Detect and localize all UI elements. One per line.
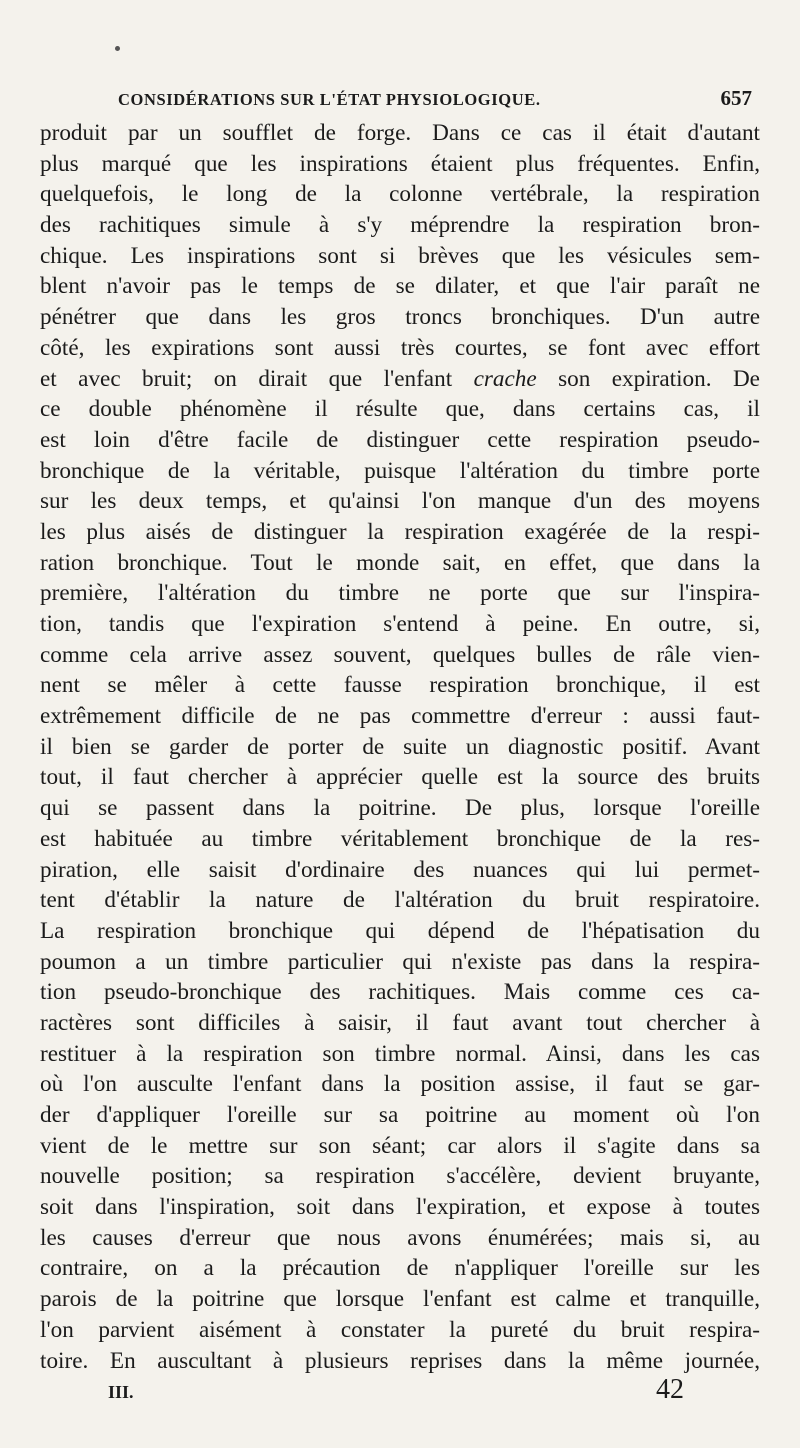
ink-speck [115,46,120,51]
italic-word: crache [473,365,537,392]
text-line: tent d'établir la nature de l'altération du bruit respiratoire. [40,887,760,914]
text-line: poumon a un timbre particulier qui n'existe pas dans la respira- [40,948,760,975]
text-line: produit par un soufflet de forge. Dans ce cas il était d'autant [40,120,760,146]
text-line: pénétrer que dans les gros troncs bronchiques. D'un autre [40,304,760,331]
text-line: blent n'avoir pas le temps de se dilater, et que l'air paraît ne [40,273,760,300]
text-line: tion, tandis que l'expiration s'entend à peine. En outre, si, [40,611,760,637]
text-line: nent se mêler à cette fausse respiration bronchique, il est [40,672,760,699]
text-line: côté, les expirations sont aussi très courtes, se font avec effort [40,334,760,361]
text-line: est habituée au timbre véritablement bronchique de la res- [40,825,760,852]
text-line: der d'appliquer l'oreille sur sa poitrine au moment où l'on [40,1102,760,1128]
text-line: tout, il faut chercher à apprécier quelle est la source des bruits [40,764,760,791]
text-line: il bien se garder de porter de suite un diagnostic positif. Avant [40,733,760,760]
body-text [40,118,760,1376]
text-line: comme cela arrive assez souvent, quelques bulles de râle vien- [40,641,760,668]
text-line: les causes d'erreur que nous avons énumérées; mais si, au [40,1224,760,1251]
text-line: où l'on ausculte l'enfant dans la position assise, il faut se gar- [40,1071,760,1098]
signature-mark: III. [108,1382,134,1402]
page-footer [108,1374,748,1414]
text-line: vient de le mettre sur son séant; car alors il s'agite dans sa [40,1132,760,1159]
text-line: parois de la poitrine que lorsque l'enfant est calme et tranquille, [40,1286,760,1313]
text-line: ractères sont difficiles à saisir, il faut avant tout chercher à [40,1009,760,1036]
text-line: première, l'altération du timbre ne porte que sur l'inspira- [40,580,760,607]
text-line: chique. Les inspirations sont si brèves que les vésicules sem- [40,242,760,269]
text-line: contraire, on a la précaution de n'appliquer l'oreille sur les [40,1255,760,1282]
text-line: piration, elle saisit d'ordinaire des nuances qui lui permet- [40,856,760,883]
text-line: restituer à la respiration son timbre normal. Ainsi, dans les cas [40,1040,760,1067]
page-number: 657 [720,86,752,110]
page-header [118,86,758,116]
text-line: ration bronchique. Tout le monde sait, en effet, que dans la [40,549,760,576]
text-line: sur les deux temps, et qu'ainsi l'on manque d'un des moyens [40,488,760,515]
text-line: La respiration bronchique qui dépend de l'hépatisation du [40,917,760,944]
text-line: est loin d'être facile de distinguer cette respiration pseudo- [40,426,760,453]
text-line: qui se passent dans la poitrine. De plus, lorsque l'oreille [40,795,760,822]
running-title: CONSIDÉRATIONS SUR L'ÉTAT PHYSIOLOGIQUE. [118,90,541,109]
text-line: l'on parvient aisément à constater la pureté du bruit respira- [40,1316,760,1343]
text-line: tion pseudo-bronchique des rachitiques. Mais comme ces ca- [40,979,760,1006]
sheet-number: 42 [656,1374,684,1405]
text-line: extrêmement difficile de ne pas commettre d'erreur : aussi faut- [40,703,760,730]
text-line: plus marqué que les inspirations étaient plus fréquentes. Enfin, [40,150,760,177]
text-line: les plus aisés de distinguer la respiration exagérée de la respi- [40,518,760,545]
text-line: toire. En auscultant à plusieurs reprises dans la même journée, [40,1347,760,1374]
text-line: quelquefois, le long de la colonne vertébrale, la respiration [40,181,760,208]
text-line: soit dans l'inspiration, soit dans l'expiration, et expose à toutes [40,1194,760,1221]
text-line: et avec bruit; on dirait que l'enfant crache son expiration. De [40,365,760,392]
text-line: nouvelle position; sa respiration s'accélère, devient bruyante, [40,1163,760,1190]
text-line: ce double phénomène il résulte que, dans certains cas, il [40,396,760,423]
text-line: des rachitiques simule à s'y méprendre la respiration bron- [40,212,760,239]
text-line: bronchique de la véritable, puisque l'altération du timbre porte [40,457,760,484]
